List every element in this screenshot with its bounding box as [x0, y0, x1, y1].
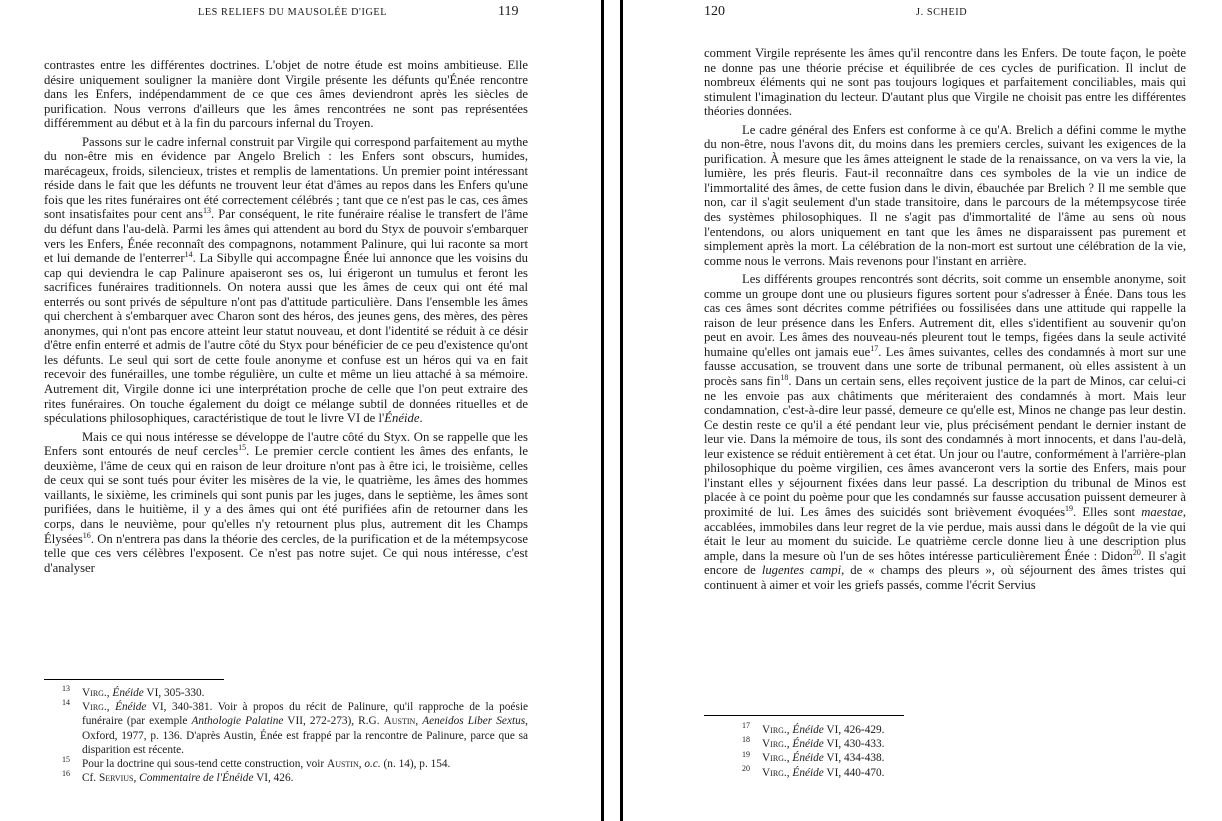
- text-run: (n. 14), p. 154.: [380, 758, 451, 771]
- text-run: ,: [786, 766, 793, 779]
- text-run: contrastes entre les différentes doctrines. L'objet de notre étude est moins ambitieuse. Elle désire uniquement souligner la manière dont Virgile présente les défunts qu'Énée rencontre dans les Enfers, indépendamment de ce que ces âmes deviendront après les siècles de purification. Nous verrons d'ailleurs que les âmes rencontrées ne sont pas représentées différemment au début et à la fin du parcours infernal du Troyen.: [44, 58, 528, 131]
- text-run: Cf.: [82, 772, 99, 785]
- paragraph: [704, 123, 1186, 268]
- italic-text: maestae: [1141, 504, 1183, 519]
- text-run: Pour la doctrine qui sous-tend cette construction, voir: [82, 758, 328, 771]
- running-header: LES RELIEFS DU MAUSOLÉE D'IGEL: [198, 7, 388, 18]
- small-caps-text: Virg.: [762, 752, 787, 765]
- footnotes: [44, 686, 528, 785]
- italic-text: lugentes campi: [761, 563, 842, 578]
- paragraph: [704, 46, 1186, 119]
- small-caps-text: Servius: [98, 772, 134, 785]
- footnotes: [724, 723, 1184, 780]
- italic-text: Anthologie Palatine: [191, 715, 284, 728]
- italic-text: o.c.: [364, 758, 381, 771]
- page-gutter-left: [601, 0, 604, 821]
- small-caps-text: Austin: [327, 758, 359, 771]
- text-run: ,: [106, 701, 116, 714]
- text-run: comment Virgile représente les âmes qu'il rencontre dans les Enfers. De toute façon, le poète ne donne pas une théorie précise et équilibrée de ces cycles de purification. Il inclut de nombreux éléments qui ne sont pas toujours logiques et parfaitement conciliables, mais qui stimulent l'imagination du lecteur. D'autant plus que Virgile ne choisit pas entre les différentes théories données.: [704, 46, 1186, 119]
- footnote: 20 Virg., Énéide VI, 440-470.: [742, 763, 885, 779]
- footnote-ref: 16: [82, 530, 91, 540]
- text-run: . Par conséquent, le rite funéraire réalise le transfert de l'âme du défunt dans l'au-delà. Parmi les âmes qui attendent au bord du Styx de pouvoir s'embarquer vers les Enfers, Énée reconnaît des compagnons, notamment Palinure, qui lui raconte sa mort et lui demande de l'enterrer: [44, 207, 529, 266]
- small-caps-text: Austin: [383, 715, 416, 728]
- footnote-ref: 15: [238, 442, 247, 452]
- footnote-ref: 17: [870, 343, 879, 353]
- text-run: VI, 340-381. Voir à propos du récit de Palinure, qu'il rapproche de la poésie funéraire (par exemple: [82, 701, 528, 728]
- right-page: [624, 0, 1222, 821]
- text-run: ,: [106, 687, 113, 699]
- italic-text: Aeneidos Liber Sextus: [422, 715, 526, 728]
- text-run: . On n'entrera pas dans la théorie des cercles, de la purification et de la métempsycose telle que ces vers célèbres l'exposent. Ce n'est pas notre sujet. Ce qui nous intéresse, c'est d'analyser: [44, 531, 528, 575]
- footnote-rule: [44, 679, 224, 680]
- small-caps-text: Virg.: [82, 701, 107, 714]
- text-run: Le cadre général des Enfers est conforme à ce qu'A. Brelich a défini comme le mythe du non-être, nous l'avons dit, du moins dans les premiers cercles, suivant les exigences de la purification. À mesure que les âmes atteignent le stade de la renaissance, on va vers la vie, la lumière, les prés fleuris. Faut-il reconnaître dans ces symboles de la vie un indice de l'immortalité des âmes, de cette fusion dans le divin, ébauchée par Brelich ? Il me semble que non, car il s'agit seulement d'un stade transitoire, dans le parcours de la métempsycose tirée des systèmes philosophiques. Il ne s'agit pas d'immortalité de l'âme au sens où nous l'entendons, ou alors uniquement en tant que les âmes ne disparaissent pas purement et simplement après la mort. La célébration de la non-mort est surtout une célébration de la vie, comme nous le verrons. Mais revenons pour l'instant en arrière.: [704, 122, 1186, 268]
- text-run: . Le premier cercle contient les âmes des enfants, le deuxième, l'âme de ceux qui en raison de leur droiture n'ont pas à être ici, le troisième, celles de ceux qui se sont tués pour éviter les misères de la vie, le quatrième, les âmes des hommes vaillants, le sixième, les criminels qui sont punis par les juges, dans le septième, les âmes sont purifiées, dans le huitième, il y a des âmes qui ont été purifiées afin de retourner dans les corps, dans le neuvième, pour qu'elles n'y retournent plus plus, autrement dit les Champs Élysées: [44, 444, 528, 546]
- text-run: ,: [786, 752, 793, 765]
- footnote-ref: 20: [1132, 547, 1141, 557]
- footnote: 13 Virg., Énéide VI, 305-330.: [62, 684, 205, 699]
- footnote: 14 Virg., Énéide VI, 340-381. Voir à propos du récit de Palinure, qu'il rapproche de la poésie funéraire (par exemple Anthologie Palatine VII, 272-273), R.G. Austin, Aeneidos Liber Sextus, Oxford, 1977, p. 136. D'après Austin, Énée est frappé par la rencontre de Palinure, parce que sa disparition est récente.: [62, 698, 528, 756]
- body-text: [44, 58, 528, 575]
- text-run: Les différents groupes rencontrés sont décrits, soit comme un ensemble anonyme, soit comme un groupe dont une ou plusieurs figures sortent pour s'adresser à Énée. Dans tous les cas ces âmes sont décrites comme pétrifiées ou fossilisées dans une attitude qui rappelle la raison de leur présence dans les Enfers. Autrement dit, elles s'identifient au souvenir qu'on peut en avoir. Les âmes des nouveau-nés pleurent tout le temps, figées dans la seule activité humaine qu'elles ont jamais eue: [704, 272, 1186, 359]
- footnote-ref: 19: [1065, 503, 1074, 513]
- italic-text: Énéide: [792, 724, 824, 736]
- footnote: 15 Pour la doctrine qui sous-tend cette construction, voir Austin, o.c. (n. 14), p. 154.: [62, 755, 451, 771]
- text-run: .: [419, 411, 423, 426]
- small-caps-text: Virg.: [762, 738, 787, 751]
- small-caps-text: Virg.: [762, 724, 787, 736]
- text-run: . Il s'agit encore de: [704, 548, 1187, 578]
- text-run: , de « champs des pleurs », où séjournent des âmes tristes qui continuent à aimer et voir les griefs passés, comme l'écrit Servius: [704, 563, 1186, 592]
- small-caps-text: Virg.: [82, 687, 107, 699]
- text-run: VI, 430-433.: [823, 738, 885, 751]
- running-header: J. SCHEID: [916, 7, 968, 18]
- text-run: . Dans un certain sens, elles reçoivent justice de la part de Minos, car celui-ci ne les envoie pas aux châtiments que mériteraient des condamnés à mort. Mais leur condamnation, c'est-à-dire leur passé, demeure ce qu'elle est, Minos ne change pas leur destin. Ce destin reste ce qu'il a été pendant leur vie, plus précisément pendant le dernier instant de leur vie. Dans la mémoire de tous, ils sont des condamnés à mort innocents, et dans l'au-delà, leur existence se réduit entièrement à cet état. Un jour ou l'autre, conformément à l'arrière-plan philosophique du poème virgilien, ces âmes avanceront vers la sortie des Enfers, mais pour l'instant elles y séjournent fixées dans leur passé. La description du tribunal de Minos est placée à ce point du poème pour que les condamnés sur fausse accusation puissent demeurer à proximité de lui. Les âmes des suicidés sont brièvement évoquées: [704, 374, 1187, 519]
- italic-text: Énéide: [384, 411, 420, 426]
- text-run: . La Sibylle qui accompagne Énée lui annonce que les voisins du cap qui deviendra le cap Palinure apaiseront ses os, lui érigeront un tumulus et feront les sacrifices funéraires traditionnels. On notera aussi que les âmes de ceux qui ont été mal enterrés ou sont privés de sépulture n'ont pas d'attitude particulière. Dans l'ensemble les âmes qui cherchent à s'embarquer avec Charon sont des héros, des jeunes gens, des mères, des pères anonymes, qui n'ont pas encore atteint leur statut nouveau, et dont l'identité se réduit à ce désir d'être enfin enterré et admis de l'autre côté du Styx pour bénéficier de ce peu d'existence qu'ont les défunts. Le seul qui sort de cette foule anonyme et confuse est un héros qui va en fait recevoir des funérailles, une tombe régulière, un culte et même un lieu attaché à sa mémoire. Autrement dit, Virgile donne ici une interprétation proche de celle que l'on peut extraire des rites funéraires. On touche également du doigt ce mélange subtil de données rituelles et de spéculations philosophiques, caractéristique de tout le livre VI de l': [44, 251, 528, 426]
- italic-text: Énéide: [792, 752, 824, 765]
- italic-text: Commentaire de l'Énéide: [139, 772, 254, 785]
- footnote: 18 Virg., Énéide VI, 430-433.: [742, 735, 885, 751]
- text-run: VI, 434-438.: [823, 752, 885, 765]
- text-run: VI, 440-470.: [823, 766, 885, 779]
- footnote-ref: 18: [780, 372, 789, 382]
- text-run: . Les âmes suivantes, celles des condamnés à mort sur une fausse accusation, se trouvent dans une sorte de tribunal permanent, où elles assistent à un procès sans fin: [704, 344, 1186, 389]
- body-text: [704, 46, 1186, 592]
- text-run: , Oxford, 1977, p. 136. D'après Austin, Énée est frappé par la rencontre de Palinure, parce que sa disparition est récente.: [82, 715, 528, 756]
- text-run: , accablées, immobiles dans leur regret de la vie perdue, mais aussi dans le dégoût de la vie qui était le leur au moment du suicide. Le quatrième cercle donne lieu à une description plus ample, dans la mesure où l'un de ses hôtes intéresse particulièrement Énée : Didon: [704, 504, 1186, 563]
- text-run: VI, 305-330.: [143, 687, 205, 699]
- paragraph: [44, 430, 528, 575]
- italic-text: Énéide: [112, 687, 144, 699]
- footnote: 19 Virg., Énéide VI, 434-438.: [742, 749, 885, 765]
- text-run: Mais ce qui nous intéresse se développe de l'autre côté du Styx. On se rappelle que les Enfers sont entourés de neuf cercles: [44, 429, 528, 459]
- text-run: ,: [786, 738, 793, 751]
- footnote-rule: [704, 715, 904, 716]
- italic-text: Énéide: [115, 701, 147, 714]
- paragraph: [44, 58, 528, 131]
- page-number: 120: [704, 4, 725, 19]
- footnote: 16 Cf. Servius, Commentaire de l'Énéide VI, 426.: [62, 769, 294, 785]
- text-run: Passons sur le cadre infernal construit par Virgile qui correspond parfaitement au mythe du non-être mis en évidence par Angelo Brelich : les Enfers sont obscurs, humides, marécageux, froids, silencieux, tristes et remplis de lamentations. Un premier point intéressant réside dans le fait que les défunts ne trouvent leur état d'âmes au repos dans les Enfers qu'une fois que les rites funéraires ont été correctement célébrés ; tant que ce n'est pas le cas, ces âmes sont insatisfaites pour cent ans: [44, 134, 528, 222]
- text-run: ,: [133, 772, 140, 785]
- footnote: 17 Virg., Énéide VI, 426-429.: [742, 721, 885, 736]
- page-number: 119: [498, 4, 519, 19]
- page-gutter-right: [620, 0, 623, 821]
- text-run: ,: [415, 715, 423, 728]
- text-run: VII, 272-273), R.G.: [283, 715, 384, 728]
- text-run: ,: [358, 758, 365, 771]
- small-caps-text: Virg.: [762, 766, 787, 779]
- footnote-ref: 14: [184, 249, 193, 259]
- italic-text: Énéide: [792, 738, 824, 751]
- left-page: [0, 0, 598, 821]
- text-run: ,: [786, 724, 793, 736]
- text-run: VI, 426.: [253, 772, 294, 785]
- text-run: . Elles sont: [1073, 504, 1142, 519]
- paragraph: [704, 272, 1186, 592]
- footnote-ref: 13: [202, 206, 211, 216]
- text-run: VI, 426-429.: [823, 724, 885, 736]
- paragraph: [44, 135, 528, 426]
- italic-text: Énéide: [792, 766, 824, 779]
